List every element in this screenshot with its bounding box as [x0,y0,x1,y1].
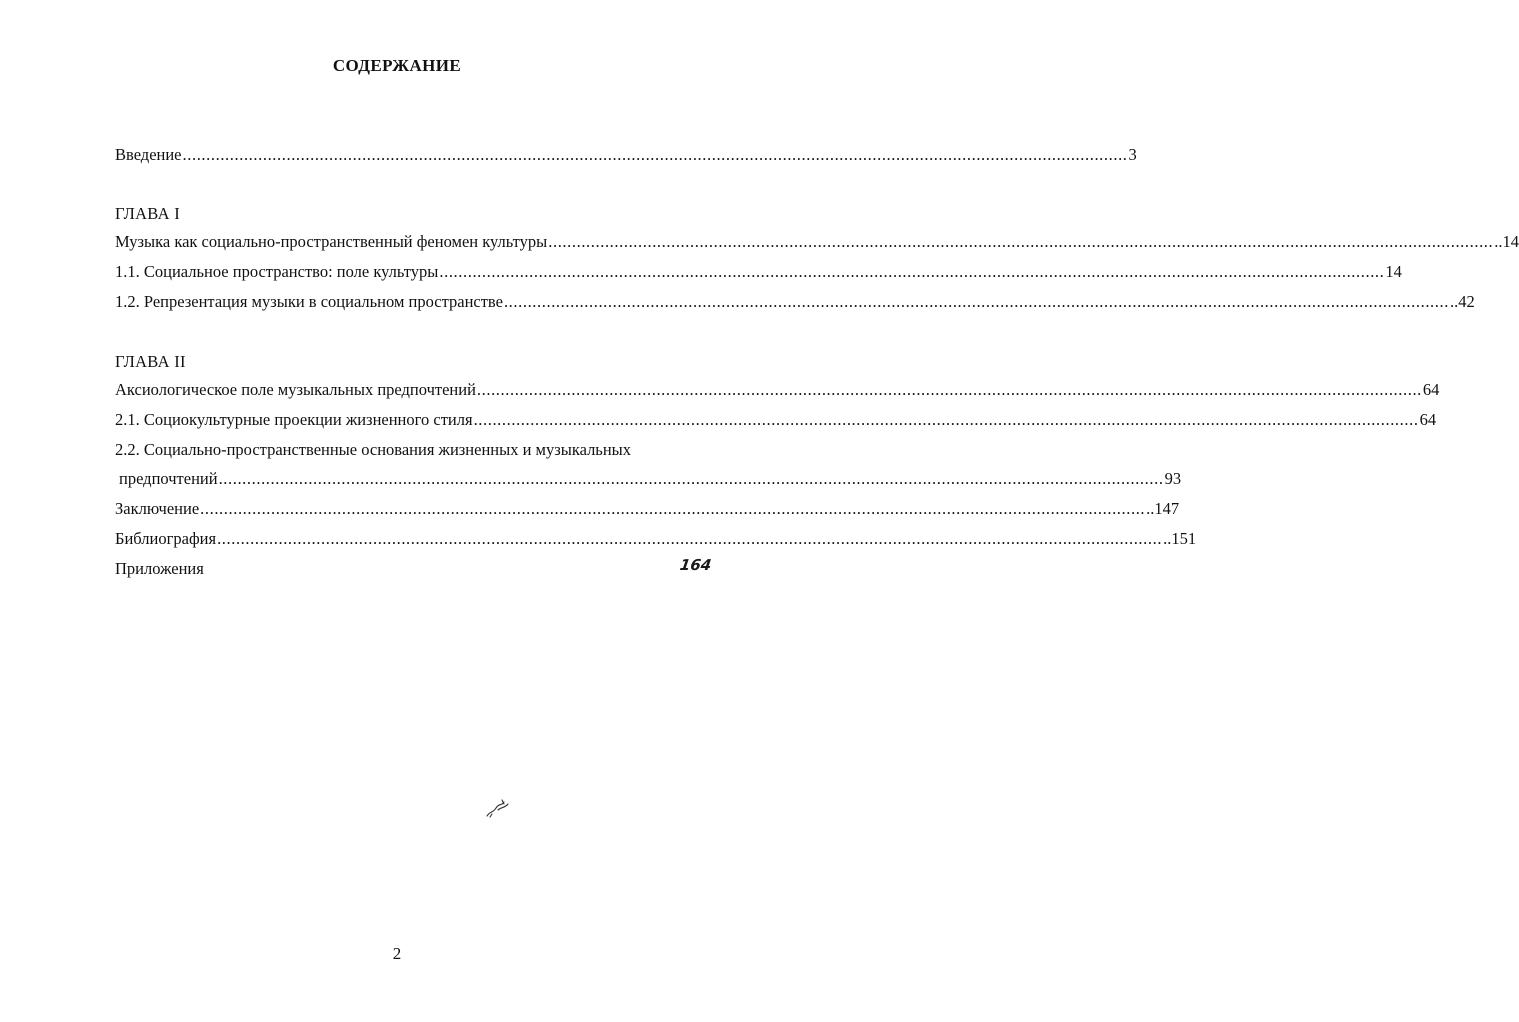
toc-entry-page: 3 [1128,145,1137,164]
dot-leader: ........................................................................................................................................................................................................ [476,380,1422,399]
toc-entry-page: 64 [1422,380,1440,399]
toc-entry-page: 64 [1419,410,1437,429]
toc-entry-chapter-2[interactable] [115,379,1440,401]
dot-leader: ........................................................................................................................................................................................................ [218,469,1164,488]
chapter-heading-1: ГЛАВА I [115,204,181,223]
chapter-heading-2: ГЛАВА II [115,352,186,371]
toc-entry-2-2[interactable] [115,468,1182,490]
toc-entry-chapter-1[interactable] [115,231,1519,253]
toc-entry-conclusion[interactable] [115,498,1180,520]
dot-leader: ........................................................................................................................................................................................................ [503,292,1449,311]
toc-entry-page: ..14 [1494,232,1519,251]
dot-leader: ........................................................................................................................................................................................................ [439,262,1385,281]
dot-leader: ........................................................................................................................................................................................................ [182,145,1128,164]
toc-entry-page: 93 [1164,469,1182,488]
toc-entry-label: предпочтений [119,469,218,488]
toc-entry-appendices[interactable]: Приложения [115,559,204,578]
dot-leader: ........................................................................................................................................................................................................ [200,499,1146,518]
dot-leader: ........................................................................................................................................................................................................ [217,529,1163,548]
toc-entry-label: Введение [115,145,182,164]
toc-entry-label: Аксиологическое поле музыкальных предпочтений [115,380,476,399]
toc-entry-bibliography[interactable] [115,528,1197,550]
pen-mark-icon [484,795,514,821]
toc-entry-label: 1.2. Репрезентация музыки в социальном пространстве [115,292,503,311]
dot-leader: ........................................................................................................................................................................................................ [473,410,1419,429]
toc-entry-label: Библиография [115,529,217,548]
toc-entry-page: 14 [1385,262,1402,281]
toc-entry-introduction[interactable] [115,144,1137,166]
toc-entry-label: Заключение [115,499,200,518]
toc-entry-page: ..42 [1449,292,1475,311]
dot-leader: ........................................................................................................................................................................................................ [548,232,1494,251]
toc-entry-label: 2.1. Социокультурные проекции жизненного стиля [115,410,473,429]
toc-entry-page: ..147 [1146,499,1180,518]
toc-entry-2-1[interactable] [115,409,1437,431]
page-title: СОДЕРЖАНИЕ [332,56,462,75]
toc-entry-1-2[interactable] [115,291,1475,313]
handwritten-page-number: 164 [678,556,713,574]
toc-entry-page: ..151 [1163,529,1197,548]
toc-entry-label: 1.1. Социальное пространство: поле культуры [115,262,439,281]
page-number: 2 [392,944,402,963]
toc-entry-2-2-line-1[interactable]: 2.2. Социально-пространственные основания жизненных и музыкальных [115,440,631,459]
toc-entry-label: Музыка как социально-пространственный феномен культуры [115,232,548,251]
toc-entry-1-1[interactable] [115,261,1402,283]
